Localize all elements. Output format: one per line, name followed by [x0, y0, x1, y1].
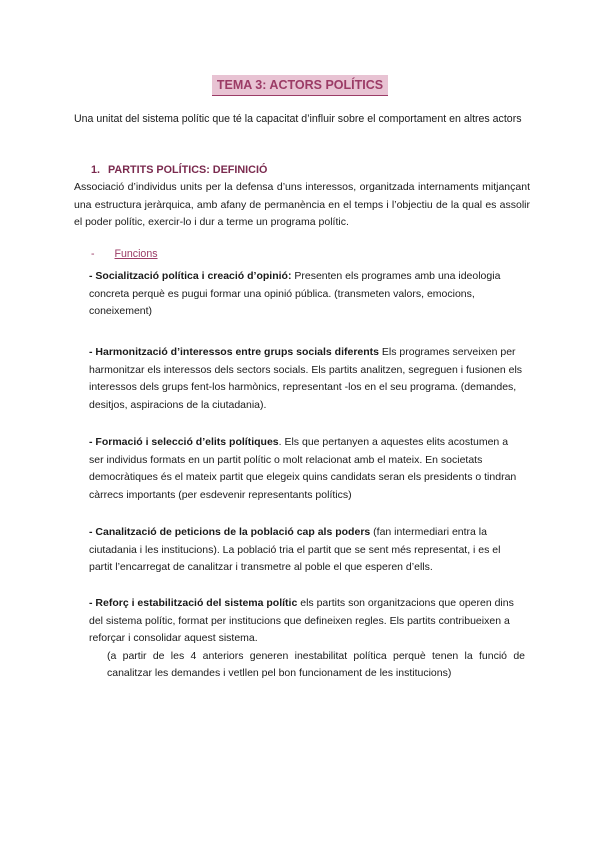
function-text: Presenten els programes amb una ideologia concreta perquè es pugui formar una opinió pública. (transmeten valors, emocions, coneixement)	[89, 270, 501, 318]
section-heading	[91, 163, 267, 178]
function-title: - Canalització de peticions de la població cap als poders	[89, 526, 371, 538]
function-text: els partits son organitzacions que operen dins del sistema polític, format per institucions que defineixen regles. Els partits contribueixen a reforçar i consolidar aquest sistema.	[89, 597, 514, 645]
function-item	[89, 434, 525, 504]
section-number: 1.	[91, 164, 101, 176]
function-text: (fan intermediari entra la ciutadania i les institucions). La població tria el partit que se sent més representat, i es el partit l’encarregat de canalitzar i transmetre al poble el que esperen d’ells.	[89, 526, 501, 574]
function-item	[89, 595, 525, 683]
subsection-heading	[91, 247, 158, 261]
function-title: - Reforç i estabilització del sistema polític	[89, 597, 298, 609]
definition-paragraph: Associació d’individus units per la defensa d’uns interessos, organitzada internaments mitjançant una estructura jeràrquica, amb afany de permanència en el temps i l’objectiu de la qual es assolir el poder polític, exercir-lo i dur a terme un programa polític.	[74, 181, 530, 228]
section-heading-text: PARTITS POLÍTICS: DEFINICIÓ	[108, 164, 268, 176]
document-title: TEMA 3: ACTORS POLÍTICS	[212, 75, 388, 96]
intro-paragraph: Una unitat del sistema polític que té la capacitat d’influir sobre el comportament en altres actors	[74, 113, 522, 125]
subsection-label: Funcions	[114, 248, 158, 260]
function-item	[89, 268, 525, 321]
subsection-dash: -	[91, 248, 95, 260]
title-container	[0, 75, 600, 96]
function-title: - Formació i selecció d’elits polítiques	[89, 436, 279, 448]
function-title: - Harmonització d’interessos entre grups socials diferents	[89, 346, 379, 358]
function-text: Els programes serveixen per harmonitzar els interessos dels sectors socials. Els partits analitzen, segreguen i fusionen els interessos dels grups fent-los harmònics, representant -los en el seu programa. (demandes, desitjos, aspiracions de la ciutadania).	[89, 346, 523, 411]
function-item	[89, 524, 525, 577]
function-item	[89, 344, 525, 414]
function-text: . Els que pertanyen a aquestes elits acostumen a ser individus formats en un partit polític o molt relacionat amb el mateix. En societats democràtiques és el mateix partit que elegeix quins candidats seran els presidents o tindran càrrecs importants (per esdevenir representants polítics)	[89, 436, 517, 501]
function-title: - Socialització política i creació d’opinió:	[89, 270, 292, 282]
function-note: (a partir de les 4 anteriors generen inestabilitat política perquè tenen la funció de canalitzar les demandes i vetllen pel bon funcionament de les institucions)	[107, 649, 525, 680]
